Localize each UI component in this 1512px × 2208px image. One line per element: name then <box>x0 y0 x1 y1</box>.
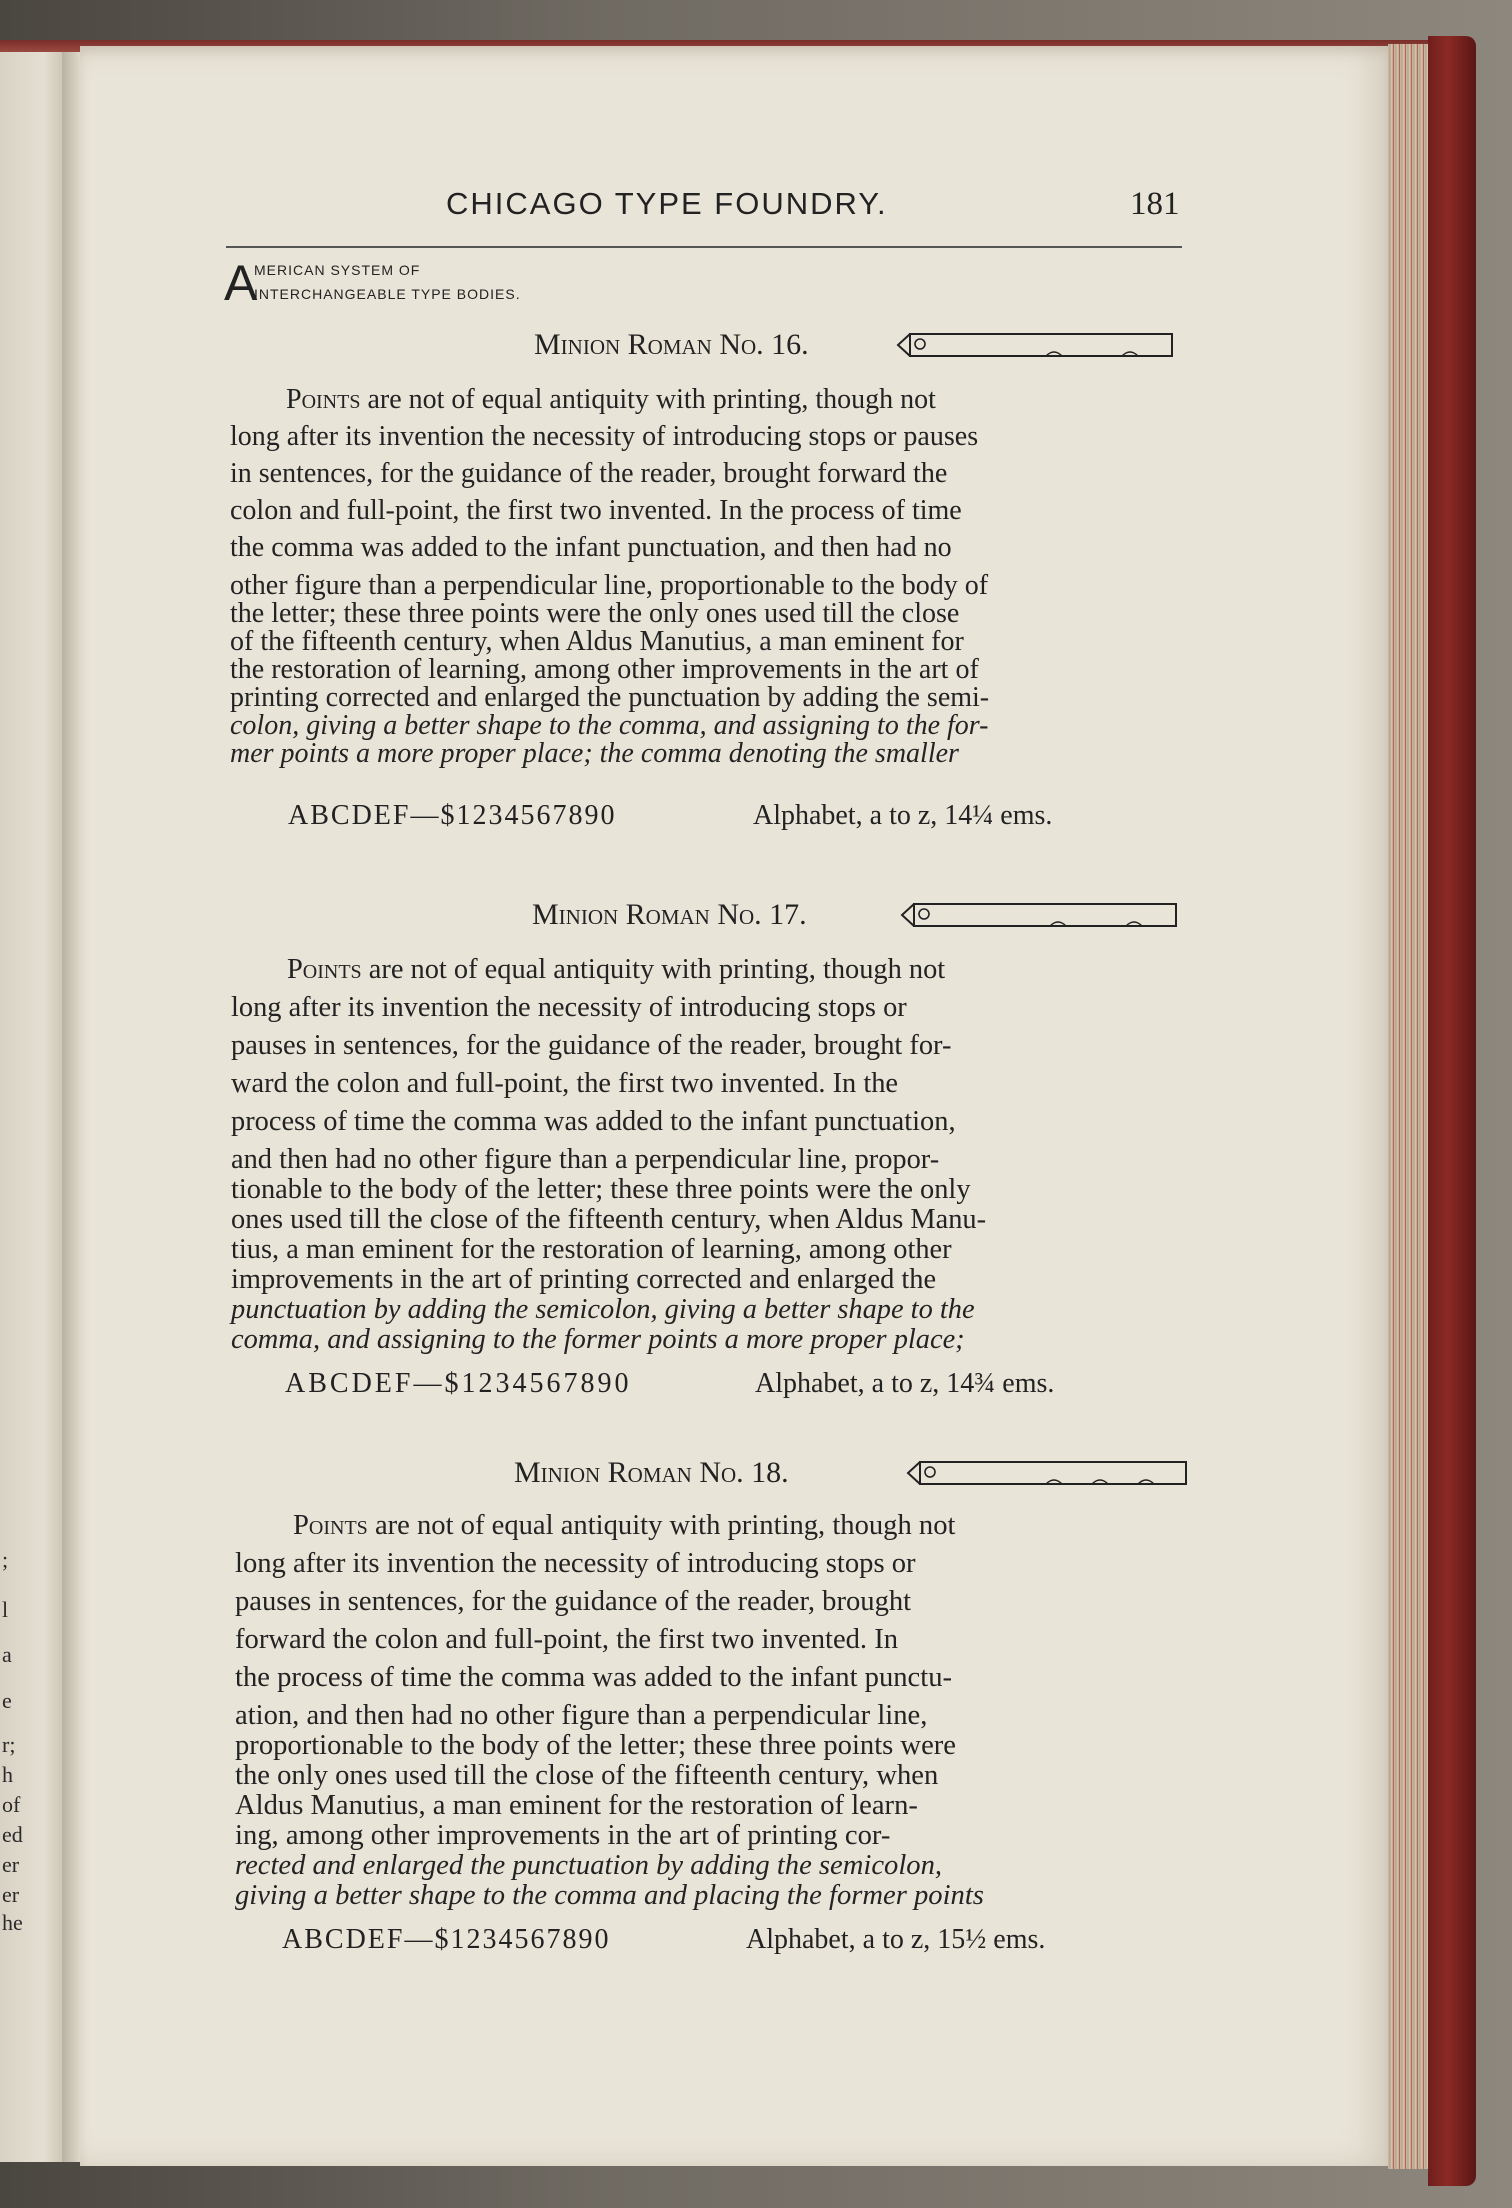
system-initial: A <box>224 255 258 311</box>
paragraph-line: long after its invention the necessity of introducing stops or pauses <box>230 421 979 452</box>
facing-page-fragment: r; <box>2 1732 16 1757</box>
paragraph-line: tius, a man eminent for the restoration of learning, among other <box>231 1234 952 1265</box>
facing-page-fragment: ; <box>2 1547 9 1572</box>
paragraph-line: proportionable to the body of the letter; these three points were <box>235 1730 956 1761</box>
paragraph-line-text: are not of equal antiquity with printing, though not <box>367 1510 956 1541</box>
paragraph-line: pauses in sentences, for the guidance of the reader, brought <box>235 1586 912 1617</box>
paragraph-line: printing corrected and enlarged the punctuation by adding the semi- <box>230 682 990 713</box>
paragraph-line: of the fifteenth century, when Aldus Manutius, a man eminent for <box>230 626 964 657</box>
type-gauge-icon <box>896 330 1178 358</box>
paragraph-line: mer points a more proper place; the comma denoting the smaller <box>230 738 959 769</box>
facing-page-fragment: e <box>2 1688 12 1713</box>
paragraph-line: and then had no other figure than a perpendicular line, propor- <box>231 1144 940 1175</box>
system-line: INTERCHANGEABLE TYPE BODIES. <box>254 286 521 302</box>
facing-page-fragment: h <box>2 1762 13 1787</box>
specimen-line <box>288 800 1053 832</box>
paragraph-line: the restoration of learning, among other improvements in the art of <box>230 654 979 685</box>
paragraph-line: the process of time the comma was added to the infant punctu- <box>235 1662 953 1693</box>
type-gauge-icon <box>900 900 1182 928</box>
header-rule <box>226 246 1182 248</box>
paragraph-line: tionable to the body of the letter; these three points were the only <box>231 1174 971 1205</box>
paragraph-line: other figure than a perpendicular line, proportionable to the body of <box>230 570 989 601</box>
paragraph-line: improvements in the art of printing corrected and enlarged the <box>231 1264 937 1295</box>
type-gauge-icon <box>906 1458 1192 1486</box>
paragraph-lead: Points <box>293 1510 368 1541</box>
figures-specimen: ABCDEF—$1234567890 <box>288 800 617 831</box>
paragraph-line: long after its invention the necessity of introducing stops or <box>231 992 907 1023</box>
paragraph-line: colon, giving a better shape to the comma, and assigning to the for- <box>230 710 989 741</box>
paragraph-line-text: are not of equal antiquity with printing, though not <box>360 384 936 415</box>
paragraph-lead: Points <box>286 384 361 415</box>
facing-page-fragment: of <box>2 1792 21 1817</box>
figures-specimen: ABCDEF—$1234567890 <box>285 1368 632 1399</box>
section-title: Minion Roman No. 18. <box>514 1456 789 1489</box>
paragraph-line <box>286 384 936 416</box>
paragraph-line: punctuation by adding the semicolon, giving a better shape to the <box>231 1294 975 1325</box>
paragraph-line-text: are not of equal antiquity with printing, though not <box>361 954 946 985</box>
paragraph-line: giving a better shape to the comma and placing the former points <box>235 1880 984 1911</box>
specimen-paragraph <box>230 384 1190 794</box>
paragraph-line: Aldus Manutius, a man eminent for the restoration of learn- <box>235 1790 918 1821</box>
facing-page-fragment: er <box>2 1882 20 1907</box>
figures-specimen: ABCDEF—$1234567890 <box>282 1924 611 1955</box>
paragraph-line: in sentences, for the guidance of the reader, brought forward the <box>230 458 948 489</box>
specimen-line <box>285 1368 1055 1400</box>
alphabet-length: Alphabet, a to z, 15½ ems. <box>746 1924 1046 1955</box>
facing-page-fragment: l <box>2 1597 9 1622</box>
paragraph-line: forward the colon and full-point, the first two invented. In <box>235 1624 899 1655</box>
section-title: Minion Roman No. 16. <box>534 328 809 361</box>
paragraph-line: ones used till the close of the fifteenth century, when Aldus Manu- <box>231 1204 987 1235</box>
alphabet-length: Alphabet, a to z, 14¼ ems. <box>753 800 1053 831</box>
specimen-paragraph <box>231 954 1191 1364</box>
paragraph-line: ing, among other improvements in the art of printing cor- <box>235 1820 891 1851</box>
paragraph-line <box>287 954 945 986</box>
paragraph-line: the only ones used till the close of the fifteenth century, when <box>235 1760 939 1791</box>
paragraph-line: colon and full-point, the first two invented. In the process of time <box>230 495 962 526</box>
paragraph-line: the letter; these three points were the only ones used till the close <box>230 598 960 629</box>
running-head: CHICAGO TYPE FOUNDRY. <box>446 186 888 221</box>
paragraph-line: ward the colon and full-point, the first two invented. In the <box>231 1068 899 1099</box>
paragraph-line: process of time the comma was added to the infant punctuation, <box>231 1106 956 1137</box>
paragraph-line: comma, and assigning to the former points a more proper place; <box>231 1324 965 1355</box>
paragraph-line: long after its invention the necessity of introducing stops or <box>235 1548 916 1579</box>
facing-page-fragment: er <box>2 1852 20 1877</box>
specimen-line <box>282 1924 1046 1956</box>
system-line: MERICAN SYSTEM OF <box>254 262 421 278</box>
alphabet-length: Alphabet, a to z, 14¾ ems. <box>755 1368 1055 1399</box>
paragraph-line: ation, and then had no other figure than a perpendicular line, <box>235 1700 928 1731</box>
paragraph-line <box>293 1510 955 1542</box>
section-title: Minion Roman No. 17. <box>532 898 807 931</box>
paragraph-lead: Points <box>287 954 362 985</box>
facing-page-fragment: ed <box>2 1822 23 1847</box>
paragraph-line: the comma was added to the infant punctuation, and then had no <box>230 532 952 563</box>
specimen-paragraph <box>235 1510 1195 1920</box>
facing-page-fragment: a <box>2 1642 12 1667</box>
page-number: 181 <box>1130 186 1180 222</box>
paragraph-line: pauses in sentences, for the guidance of the reader, brought for- <box>231 1030 952 1061</box>
facing-page-fragment: he <box>2 1910 23 1935</box>
paragraph-line: rected and enlarged the punctuation by adding the semicolon, <box>235 1850 943 1881</box>
